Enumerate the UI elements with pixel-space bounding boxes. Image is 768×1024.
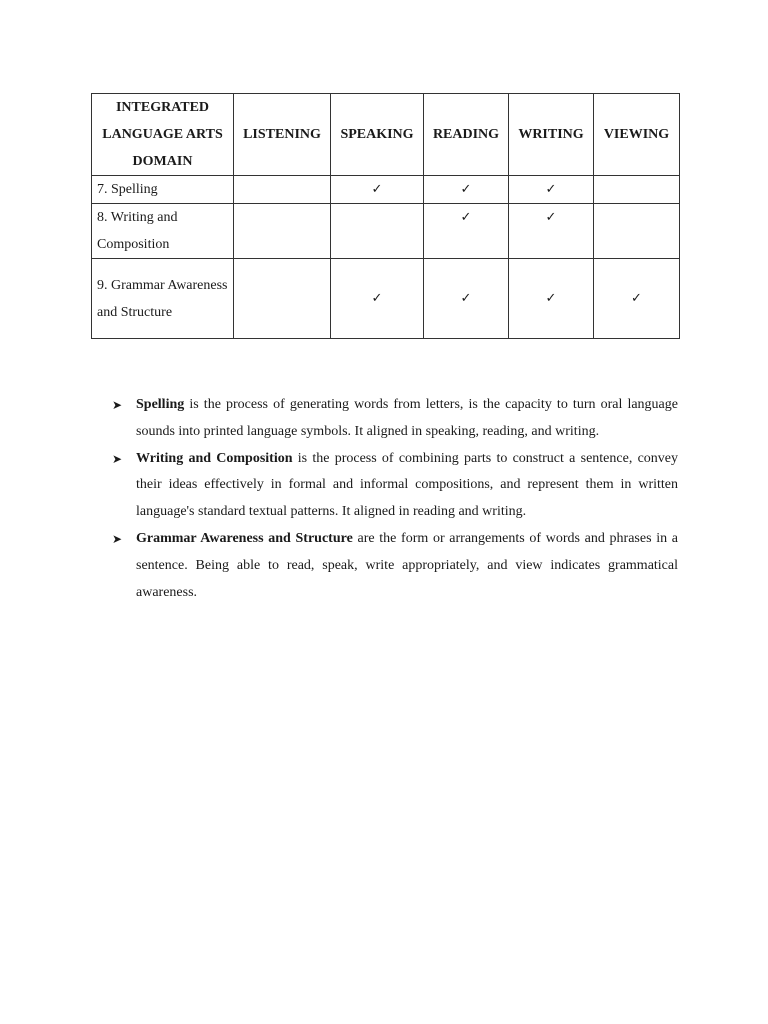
check-icon bbox=[594, 176, 680, 204]
language-arts-domain-table bbox=[91, 93, 680, 339]
row-domain-cell: 7. Spelling bbox=[92, 176, 234, 204]
header-reading: READING bbox=[424, 94, 509, 176]
check-icon bbox=[234, 204, 331, 259]
check-icon bbox=[594, 204, 680, 259]
header-viewing: VIEWING bbox=[594, 94, 680, 176]
domain-descriptions-list bbox=[110, 392, 678, 606]
header-writing: WRITING bbox=[509, 94, 594, 176]
check-icon bbox=[331, 204, 424, 259]
bullet-term: Grammar Awareness and Structure bbox=[136, 530, 353, 546]
list-item bbox=[110, 392, 678, 446]
check-icon: ✓ bbox=[424, 259, 509, 339]
list-item bbox=[110, 526, 678, 606]
check-icon bbox=[234, 176, 331, 204]
row-domain-cell: 8. Writing and Composition bbox=[92, 204, 234, 259]
header-domain: INTEGRATED LANGUAGE ARTS DOMAIN bbox=[92, 94, 234, 176]
bullet-text: is the process of generating words from letters, is the capacity to turn oral language sounds into printed language symbols. It aligned in speaking, reading, and writing. bbox=[136, 397, 678, 439]
check-icon: ✓ bbox=[424, 176, 509, 204]
arrowhead-bullet-icon: ➤ bbox=[112, 451, 123, 466]
row-domain-cell: 9. Grammar Awareness and Structure bbox=[92, 259, 234, 339]
arrowhead-bullet-icon: ➤ bbox=[112, 531, 123, 546]
table-row bbox=[92, 204, 680, 259]
table-row bbox=[92, 259, 680, 339]
check-icon: ✓ bbox=[331, 259, 424, 339]
bullet-term: Writing and Composition bbox=[136, 450, 293, 466]
check-icon: ✓ bbox=[509, 204, 594, 259]
bullet-text: are the form or arrangements of words and phrases in a sentence. Being able to read, speak, write appropriately, and view indicates grammatical awareness. bbox=[136, 530, 678, 600]
arrowhead-bullet-icon: ➤ bbox=[112, 398, 123, 412]
header-listening: LISTENING bbox=[234, 94, 331, 176]
check-icon: ✓ bbox=[509, 176, 594, 204]
bullet-term: Spelling bbox=[136, 397, 185, 412]
check-icon: ✓ bbox=[331, 176, 424, 204]
header-speaking: SPEAKING bbox=[331, 94, 424, 176]
check-icon: ✓ bbox=[594, 259, 680, 339]
check-icon: ✓ bbox=[509, 259, 594, 339]
table-row bbox=[92, 176, 680, 204]
bullet-text: is the process of combining parts to construct a sentence, convey their ideas effectively in formal and informal compositions, and represent them in written language's standard textual patterns. It aligned in reading and writing. bbox=[136, 450, 678, 520]
check-icon: ✓ bbox=[424, 204, 509, 259]
list-item bbox=[110, 446, 678, 526]
check-icon bbox=[234, 259, 331, 339]
table-header-row bbox=[92, 94, 680, 176]
